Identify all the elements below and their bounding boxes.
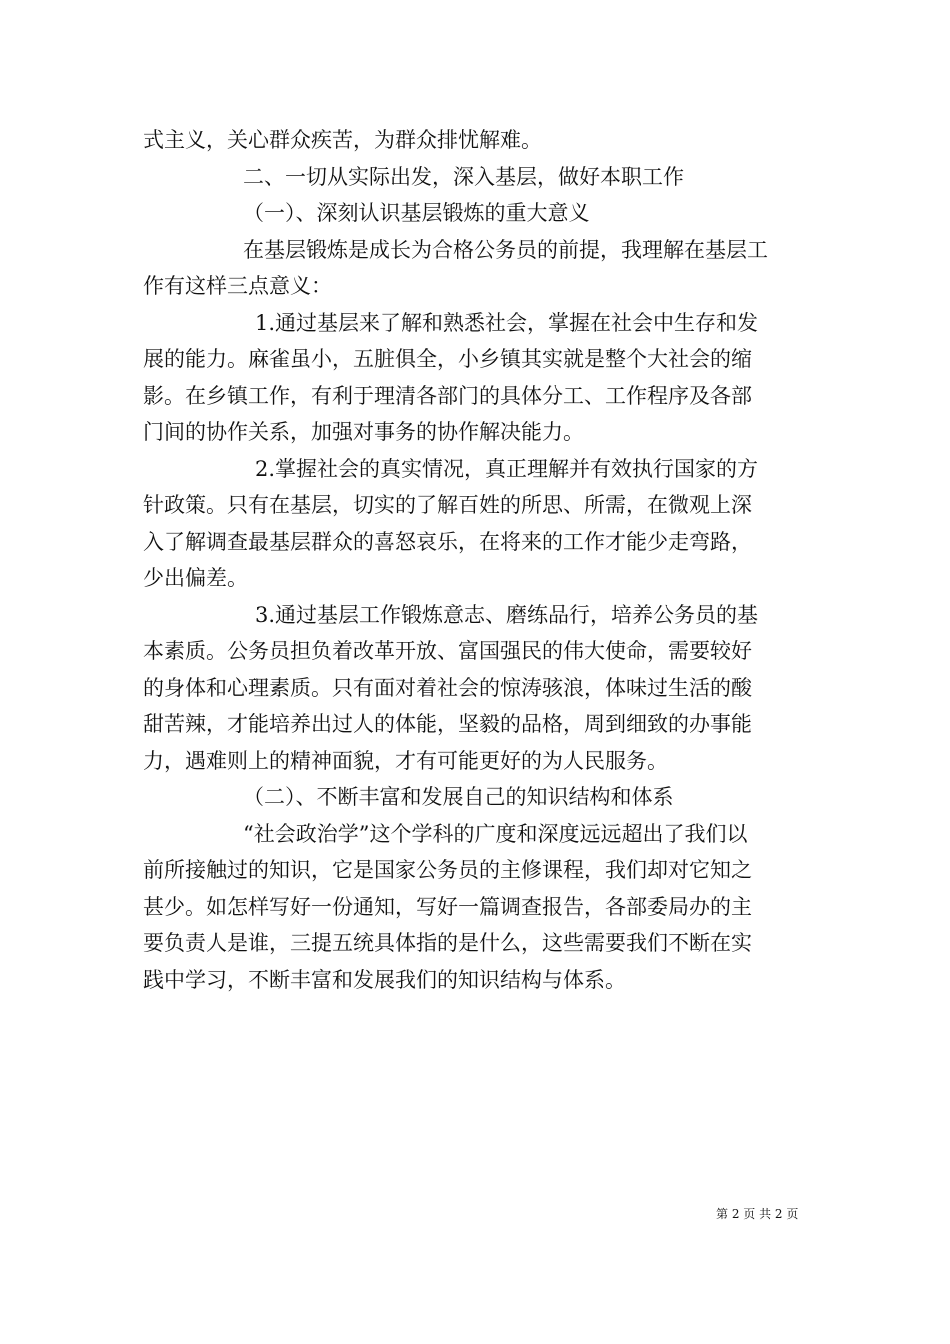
text-line: “社会政治学”这个学科的广度和深度远远超出了我们以 bbox=[243, 821, 748, 846]
text-line: 二、一切从实际出发，深入基层，做好本职工作 bbox=[243, 164, 684, 189]
text-line: 甚少。如怎样写好一份通知，写好一篇调查报告，各部委局办的主 bbox=[143, 894, 752, 919]
text-line: 的身体和心理素质。只有面对着社会的惊涛骇浪，体味过生活的酸 bbox=[143, 675, 752, 700]
text-line: 3.通过基层工作锻炼意志、磨练品行，培养公务员的基 bbox=[255, 602, 759, 627]
text-line: 影。在乡镇工作，有利于理清各部门的具体分工、工作程序及各部 bbox=[143, 383, 752, 408]
document-body bbox=[143, 122, 810, 998]
text-line: 1.通过基层来了解和熟悉社会，掌握在社会中生存和发 bbox=[255, 310, 759, 335]
text-line: 践中学习，不断丰富和发展我们的知识结构与体系。 bbox=[143, 967, 626, 992]
text-line: 前所接触过的知识，它是国家公务员的主修课程，我们却对它知之 bbox=[143, 858, 752, 882]
text-line: 本素质。公务员担负着改革开放、富国强民的伟大使命，需要较好 bbox=[143, 639, 752, 663]
text-line: （二）、不断丰富和发展自己的知识结构和体系 bbox=[243, 785, 674, 809]
text-line: 作有这样三点意义： bbox=[143, 274, 332, 298]
text-line: 在基层锻炼是成长为合格公务员的前提，我理解在基层工 bbox=[243, 237, 768, 262]
text-line: 力，遇难则上的精神面貌，才有可能更好的为人民服务。 bbox=[143, 748, 668, 773]
text-line: 2.掌握社会的真实情况，真正理解并有效执行国家的方 bbox=[255, 456, 759, 481]
text-line: 入了解调查最基层群众的喜怒哀乐，在将来的工作才能少走弯路， bbox=[143, 529, 752, 554]
text-line: 式主义，关心群众疾苦，为群众排忧解难。 bbox=[143, 128, 542, 152]
text-line: （一）、深刻认识基层锻炼的重大意义 bbox=[243, 201, 590, 225]
text-line: 甜苦辣，才能培养出过人的体能，坚毅的品格，周到细致的办事能 bbox=[143, 712, 752, 736]
text-line: 展的能力。麻雀虽小，五脏俱全，小乡镇其实就是整个大社会的缩 bbox=[143, 347, 752, 371]
text-line: 少出偏差。 bbox=[143, 566, 248, 590]
text-line: 要负责人是谁，三提五统具体指的是什么，这些需要我们不断在实 bbox=[143, 931, 752, 955]
text-line: 针政策。只有在基层，切实的了解百姓的所思、所需，在微观上深 bbox=[143, 493, 752, 517]
page-footer: 第 2 页 共 2 页 bbox=[716, 1207, 799, 1221]
text-line: 门间的协作关系，加强对事务的协作解决能力。 bbox=[143, 420, 584, 444]
